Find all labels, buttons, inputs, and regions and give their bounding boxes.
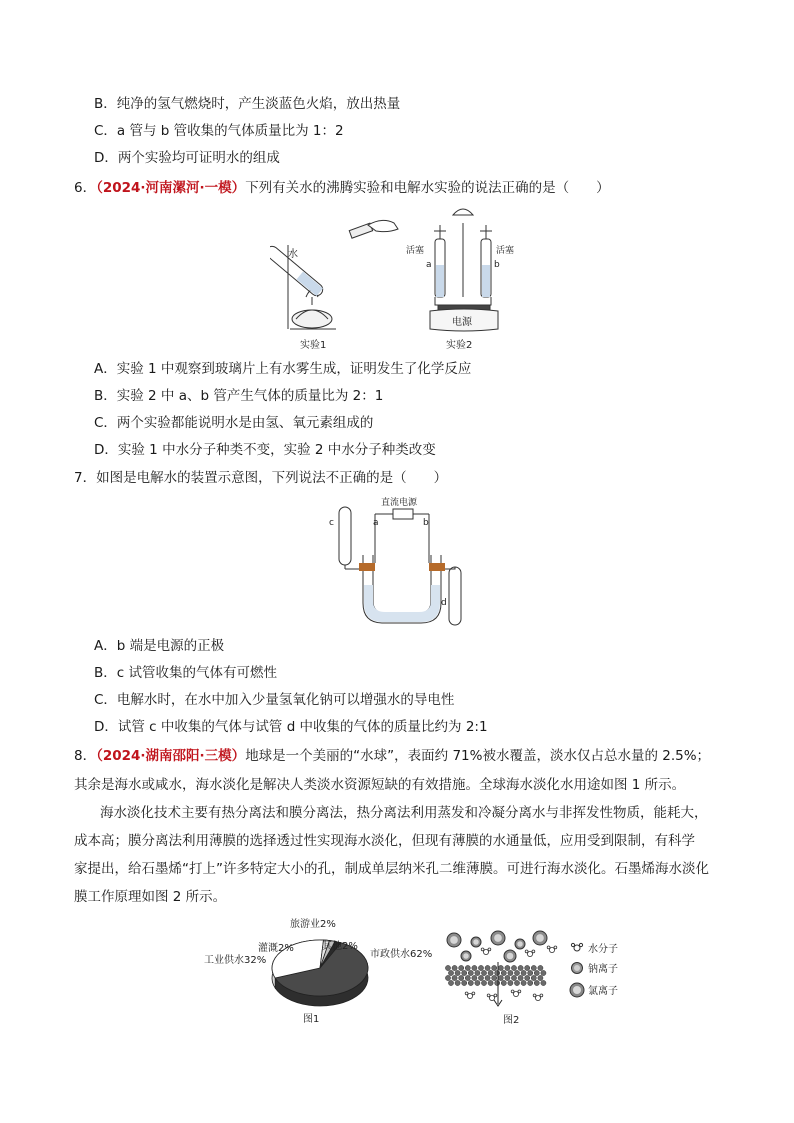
graphene-atom — [501, 980, 506, 985]
ion-core — [507, 953, 514, 960]
stopper-left — [359, 563, 375, 571]
graphene-atom — [465, 975, 470, 980]
graphene-atom — [495, 970, 500, 975]
graphene-atom — [511, 975, 516, 980]
q6-stem — [74, 178, 610, 198]
graphene-atom — [525, 975, 530, 980]
graphene-atom — [481, 970, 486, 975]
q8-text-1: 地球是一个美丽的“水球”，表面约 71%被水覆盖，淡水仅占总水量的 2.5%； — [245, 748, 711, 764]
water-molecule-atom — [494, 994, 497, 997]
power-label: 电源 — [452, 317, 472, 328]
q8-stem-line1 — [74, 746, 710, 766]
q5-option-b: B．纯净的氢气燃烧时，产生淡蓝色火焰，放出热量 — [94, 96, 401, 112]
tube-d-label: d — [441, 598, 447, 608]
pie-label-市政供水: 市政供水62% — [370, 949, 433, 960]
q6-option-d: D．实验 1 中水分子种类不变，实验 2 中水分子种类改变 — [94, 442, 436, 458]
water-molecule-atom — [511, 990, 514, 993]
graphene-atom — [481, 980, 486, 985]
q8-para-line3: 家提出，给石墨烯“打上”许多特定大小的孔，制成单层纳米孔二维薄膜。可进行海水淡化。石墨烯海水淡化 — [74, 861, 709, 877]
experiment1-caption: 实验1 — [300, 340, 327, 351]
experiment2-caption: 实验2 — [446, 340, 473, 351]
water-molecule-atom — [533, 994, 536, 997]
pie-label-灌溉: 灌溉2% — [258, 943, 294, 954]
q6-experiment-figure — [270, 205, 540, 355]
water-molecule-atom — [554, 946, 557, 949]
graphene-atom — [459, 965, 464, 970]
q7-option-c: C．电解水时，在水中加入少量氢氧化钠可以增强水的导电性 — [94, 692, 455, 708]
graphene-atom — [445, 975, 450, 980]
graphene-atom — [525, 965, 530, 970]
graphene-atom — [511, 965, 516, 970]
q8-source: （2024·湖南邵阳·三模） — [96, 748, 246, 764]
q8-para-line4: 膜工作原理如图 2 所示。 — [74, 889, 227, 905]
graphene-atom — [465, 965, 470, 970]
water-molecule-atom — [481, 948, 484, 951]
graphene-atom — [501, 970, 506, 975]
graphene-atom — [485, 965, 490, 970]
water-molecule-atom — [472, 992, 475, 995]
graphene-atom — [475, 980, 480, 985]
figure1-pie-chart — [200, 913, 440, 1028]
water-molecule-atom — [532, 950, 535, 953]
q8-number: 8． — [74, 748, 97, 764]
water-label: 水 — [288, 249, 298, 260]
q5-option-d: D．两个实验均可证明水的组成 — [94, 150, 280, 166]
graphene-atom — [455, 970, 460, 975]
graphene-atom — [508, 980, 513, 985]
graphene-atom — [521, 970, 526, 975]
graphene-atom — [508, 970, 513, 975]
graphene-atom — [472, 965, 477, 970]
tube-c-label: c — [329, 518, 334, 528]
ion-core — [463, 953, 469, 959]
graphene-atom — [485, 975, 490, 980]
graphene-atom — [478, 965, 483, 970]
graphene-atom — [445, 965, 450, 970]
membrane-particles — [445, 931, 556, 1006]
water-molecule-atom — [518, 990, 521, 993]
graphene-atom — [462, 970, 467, 975]
q7-option-a: A．b 端是电源的正极 — [94, 638, 225, 654]
graphene-atom — [534, 970, 539, 975]
graphene-atom — [528, 980, 533, 985]
graphene-atom — [518, 965, 523, 970]
graphene-atom — [514, 980, 519, 985]
q6-question: 下列有关水的沸腾实验和电解水实验的说法正确的是（ ） — [245, 180, 610, 196]
graphene-atom — [492, 965, 497, 970]
water-molecule-atom — [488, 948, 491, 951]
graphene-atom — [528, 970, 533, 975]
graphene-atom — [541, 980, 546, 985]
ion-core — [494, 934, 502, 942]
water-molecule-atom — [525, 950, 528, 953]
q6-option-c: C．两个实验都能说明水是由氢、氧元素组成的 — [94, 415, 374, 431]
q8-para-line1: 海水淡化技术主要有热分离法和膜分离法，热分离法利用蒸发和冷凝分离水与非挥发性物质，能耗大， — [100, 805, 708, 821]
valve-left-label: 活塞 — [406, 246, 425, 256]
ion-core — [536, 934, 544, 942]
q7-stem: 7．如图是电解水的装置示意图，下列说法不正确的是（ ） — [74, 470, 448, 486]
graphene-atom — [498, 975, 503, 980]
q6-option-b: B．实验 2 中 a、b 管产生气体的质量比为 2：1 — [94, 388, 384, 404]
legend-sodium-ion-icon — [572, 963, 583, 974]
tube-b-label: b — [494, 260, 500, 270]
pie-label-其他: 其他2% — [322, 941, 358, 952]
graphene-atom — [505, 965, 510, 970]
terminal-a-label: a — [373, 518, 379, 528]
legend-chloride-ion-icon — [570, 983, 584, 997]
graphene-atom — [468, 970, 473, 975]
graphene-atom — [488, 980, 493, 985]
ion-core — [450, 936, 458, 944]
tube-a-label: a — [426, 260, 432, 270]
graphene-atom — [541, 970, 546, 975]
graphene-atom — [505, 975, 510, 980]
q7-option-d: D．试管 c 中收集的气体与试管 d 中收集的气体的质量比约为 2:1 — [94, 719, 488, 735]
q8-para-line2: 成本高；膜分离法利用薄膜的选择透过性实现海水淡化，但现有薄膜的水通量低，应用受到限制，有科学 — [74, 833, 695, 849]
graphene-atom — [448, 970, 453, 975]
q6-option-a: A．实验 1 中观察到玻璃片上有水雾生成，证明发生了化学反应 — [94, 361, 472, 377]
q5-option-c: C．a 管与 b 管收集的气体质量比为 1：2 — [94, 123, 344, 139]
graphene-atom — [492, 975, 497, 980]
graphene-atom — [498, 965, 503, 970]
graphene-atom — [462, 980, 467, 985]
figure2-legend — [570, 942, 618, 997]
pie-label-旅游业: 旅游业2% — [290, 919, 336, 930]
graphene-atom — [468, 980, 473, 985]
graphene-atom — [488, 970, 493, 975]
q7-electrolysis-figure — [325, 493, 475, 631]
q7-option-b: B．c 试管收集的气体有可燃性 — [94, 665, 277, 681]
graphene-atom — [514, 970, 519, 975]
graphene-atom — [538, 965, 543, 970]
graphene-atom — [518, 975, 523, 980]
legend-water-molecule-icon — [571, 943, 582, 951]
figure1-caption: 图1 — [303, 1014, 320, 1025]
graphene-atom — [531, 965, 536, 970]
graphene-atom — [521, 980, 526, 985]
graphene-atom — [452, 965, 457, 970]
graphene-atom — [538, 975, 543, 980]
water-molecule-atom — [547, 946, 550, 949]
legend-sodium-label: 钠离子 — [588, 964, 618, 975]
experiment2-apparatus — [430, 209, 498, 331]
experiment1-apparatus — [270, 220, 398, 329]
valve-right-label: 活塞 — [496, 246, 515, 256]
figure2-caption: 图2 — [503, 1015, 520, 1026]
graphene-atom — [472, 975, 477, 980]
figure2-membrane-diagram — [440, 928, 660, 1028]
graphene-atom — [531, 975, 536, 980]
ion-core — [473, 939, 479, 945]
q8-stem-line2: 其余是海水或咸水，海水淡化是解决人类淡水资源短缺的有效措施。全球海水淡化水用途如图 1 所示。 — [74, 777, 686, 793]
q6-number: 6． — [74, 180, 97, 196]
graphene-atom — [459, 975, 464, 980]
graphene-atom — [452, 975, 457, 980]
water-molecule-atom — [540, 994, 543, 997]
graphene-atom — [475, 970, 480, 975]
dc-power-label: 直流电源 — [381, 498, 418, 508]
graphene-atom — [534, 980, 539, 985]
legend-chloride-label: 氯离子 — [588, 986, 618, 997]
stopper-right — [429, 563, 445, 571]
pie-label-工业供水: 工业供水32% — [204, 955, 267, 966]
terminal-b-label: b — [423, 518, 429, 528]
graphene-atom — [448, 980, 453, 985]
water-molecule-atom — [465, 992, 468, 995]
ion-core — [517, 941, 523, 947]
graphene-atom — [478, 975, 483, 980]
graphene-atom — [495, 980, 500, 985]
graphene-atom — [455, 980, 460, 985]
q6-source: （2024·河南漯河·一模） — [96, 180, 246, 196]
water-molecule-atom — [487, 994, 490, 997]
legend-water-label: 水分子 — [588, 944, 618, 955]
